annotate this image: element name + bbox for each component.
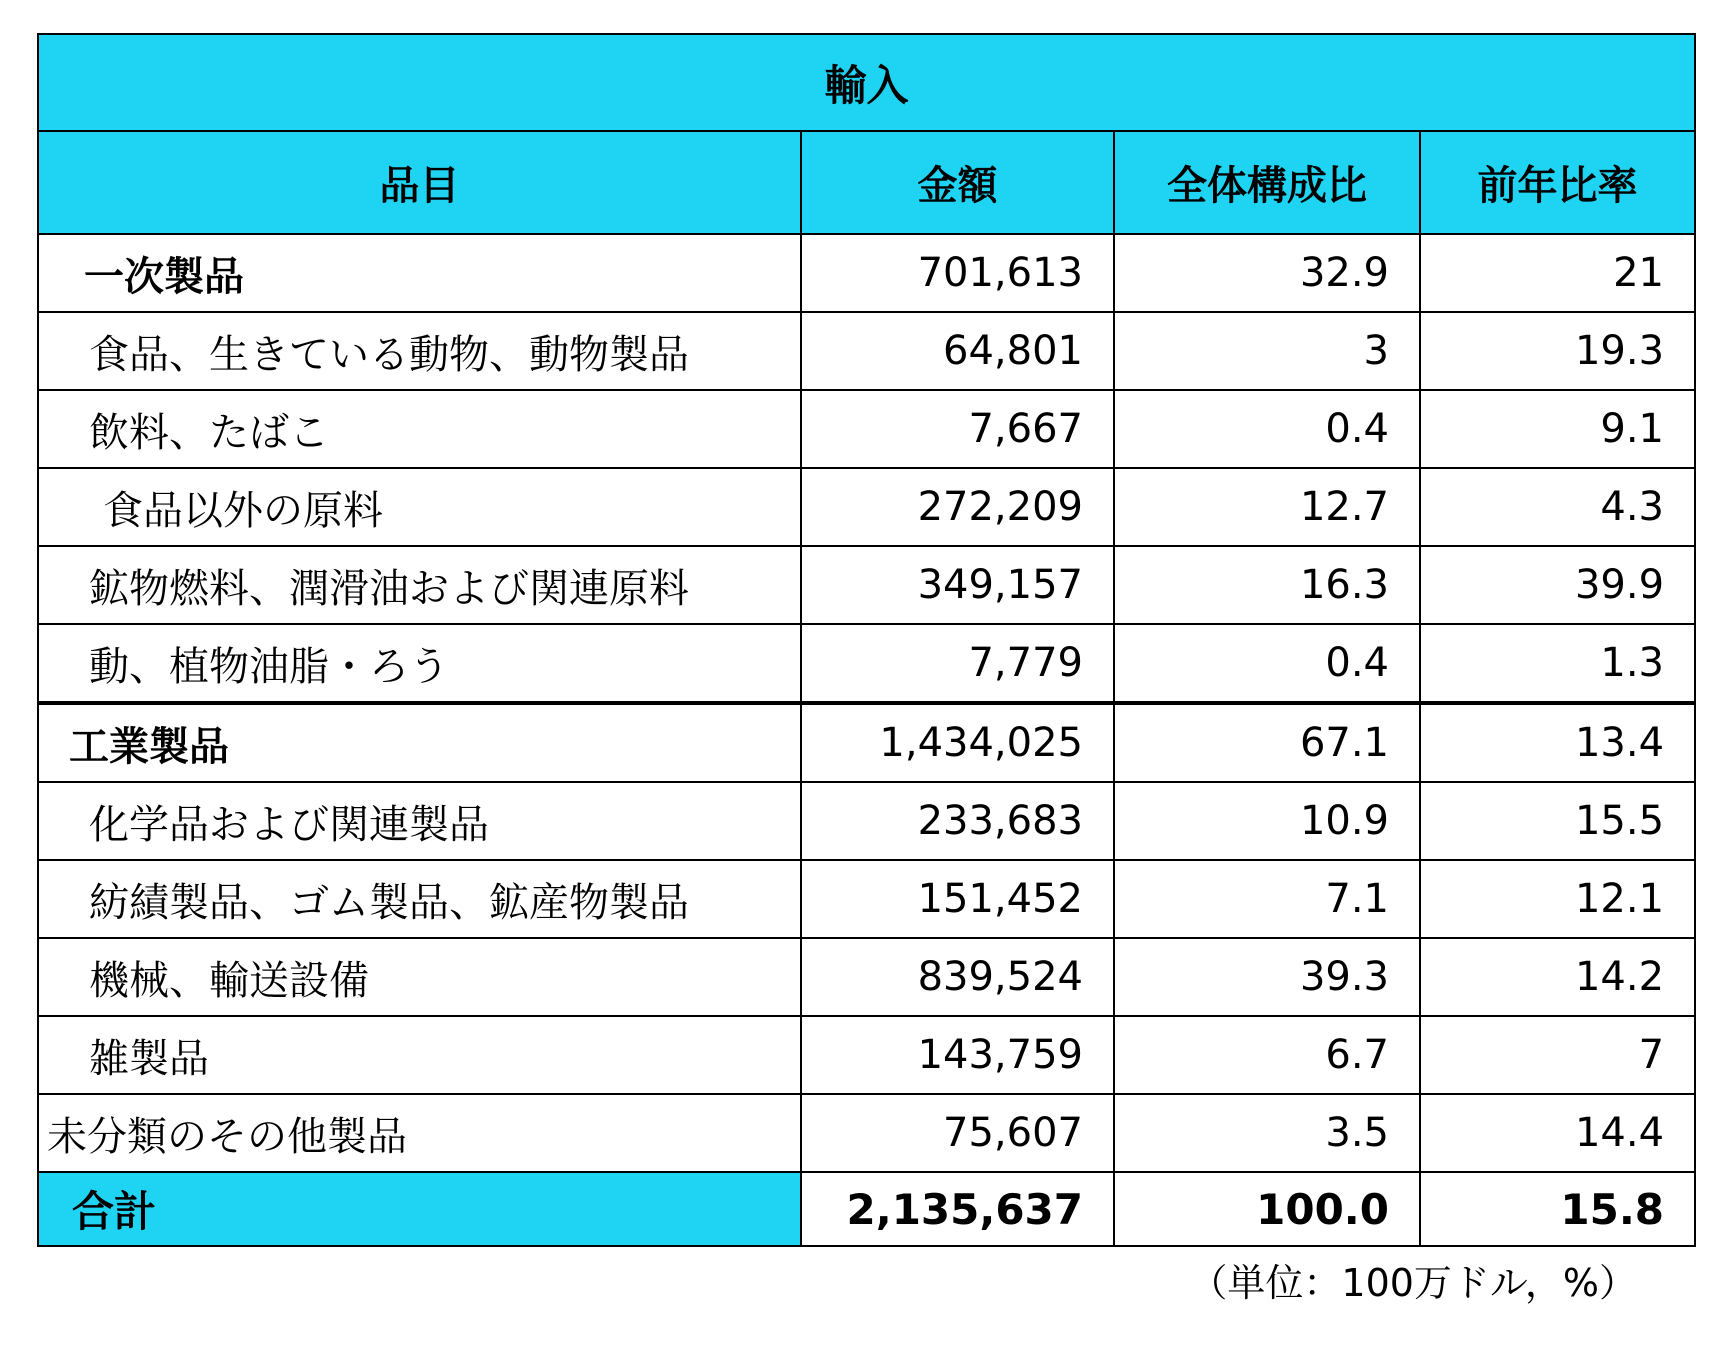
amount-cell: 151,452 — [801, 860, 1114, 938]
total-label: 合計 — [38, 1172, 801, 1246]
table-row — [38, 546, 1695, 624]
yoy-cell: 19.3 — [1420, 312, 1695, 390]
share-cell: 10.9 — [1114, 782, 1420, 860]
item-name-cell: 未分類のその他製品 — [38, 1094, 801, 1172]
table-row — [38, 782, 1695, 860]
table-row — [38, 1094, 1695, 1172]
total-amount: 2,135,637 — [801, 1172, 1114, 1246]
item-name-cell: 化学品および関連製品 — [38, 782, 801, 860]
item-name-cell: 雑製品 — [38, 1016, 801, 1094]
yoy-cell: 4.3 — [1420, 468, 1695, 546]
yoy-cell: 13.4 — [1420, 703, 1695, 782]
share-cell: 12.7 — [1114, 468, 1420, 546]
item-name-cell: 工業製品 — [38, 703, 801, 782]
share-cell: 7.1 — [1114, 860, 1420, 938]
share-cell: 0.4 — [1114, 624, 1420, 703]
item-name-cell: 動、植物油脂・ろう — [38, 624, 801, 703]
column-header-share: 全体構成比 — [1114, 131, 1420, 234]
table-row — [38, 312, 1695, 390]
column-header-yoy: 前年比率 — [1420, 131, 1695, 234]
unit-note: （単位：100万ドル，%） — [1189, 1261, 1637, 1305]
column-header-amount: 金額 — [801, 131, 1114, 234]
table-row — [38, 1016, 1695, 1094]
share-cell: 67.1 — [1114, 703, 1420, 782]
share-cell: 6.7 — [1114, 1016, 1420, 1094]
item-name-cell: 食品、生きている動物、動物製品 — [38, 312, 801, 390]
amount-cell: 7,667 — [801, 390, 1114, 468]
yoy-cell: 9.1 — [1420, 390, 1695, 468]
amount-cell: 349,157 — [801, 546, 1114, 624]
share-cell: 3 — [1114, 312, 1420, 390]
table-title: 輸入 — [38, 34, 1695, 131]
table-row — [38, 938, 1695, 1016]
amount-cell: 839,524 — [801, 938, 1114, 1016]
share-cell: 3.5 — [1114, 1094, 1420, 1172]
column-header-row — [38, 131, 1695, 234]
import-table — [37, 33, 1696, 1247]
total-yoy: 15.8 — [1420, 1172, 1695, 1246]
yoy-cell: 1.3 — [1420, 624, 1695, 703]
column-header-item: 品目 — [38, 131, 801, 234]
amount-cell: 64,801 — [801, 312, 1114, 390]
table-row — [38, 624, 1695, 703]
amount-cell: 7,779 — [801, 624, 1114, 703]
yoy-cell: 21 — [1420, 234, 1695, 312]
yoy-cell: 39.9 — [1420, 546, 1695, 624]
item-name-cell: 一次製品 — [38, 234, 801, 312]
total-share: 100.0 — [1114, 1172, 1420, 1246]
table-row — [38, 860, 1695, 938]
share-cell: 16.3 — [1114, 546, 1420, 624]
share-cell: 39.3 — [1114, 938, 1420, 1016]
yoy-cell: 7 — [1420, 1016, 1695, 1094]
table-row — [38, 468, 1695, 546]
amount-cell: 1,434,025 — [801, 703, 1114, 782]
yoy-cell: 14.2 — [1420, 938, 1695, 1016]
amount-cell: 143,759 — [801, 1016, 1114, 1094]
item-name-cell: 鉱物燃料、潤滑油および関連原料 — [38, 546, 801, 624]
yoy-cell: 15.5 — [1420, 782, 1695, 860]
item-name-cell: 機械、輸送設備 — [38, 938, 801, 1016]
item-name-cell: 飲料、たばこ — [38, 390, 801, 468]
item-name-cell: 紡績製品、ゴム製品、鉱産物製品 — [38, 860, 801, 938]
item-name-cell: 食品以外の原料 — [38, 468, 801, 546]
yoy-cell: 12.1 — [1420, 860, 1695, 938]
amount-cell: 272,209 — [801, 468, 1114, 546]
table-row — [38, 390, 1695, 468]
table-row — [38, 234, 1695, 312]
total-row — [38, 1172, 1695, 1246]
amount-cell: 75,607 — [801, 1094, 1114, 1172]
share-cell: 32.9 — [1114, 234, 1420, 312]
amount-cell: 233,683 — [801, 782, 1114, 860]
table-title-row — [38, 34, 1695, 131]
share-cell: 0.4 — [1114, 390, 1420, 468]
yoy-cell: 14.4 — [1420, 1094, 1695, 1172]
amount-cell: 701,613 — [801, 234, 1114, 312]
table-row — [38, 703, 1695, 782]
